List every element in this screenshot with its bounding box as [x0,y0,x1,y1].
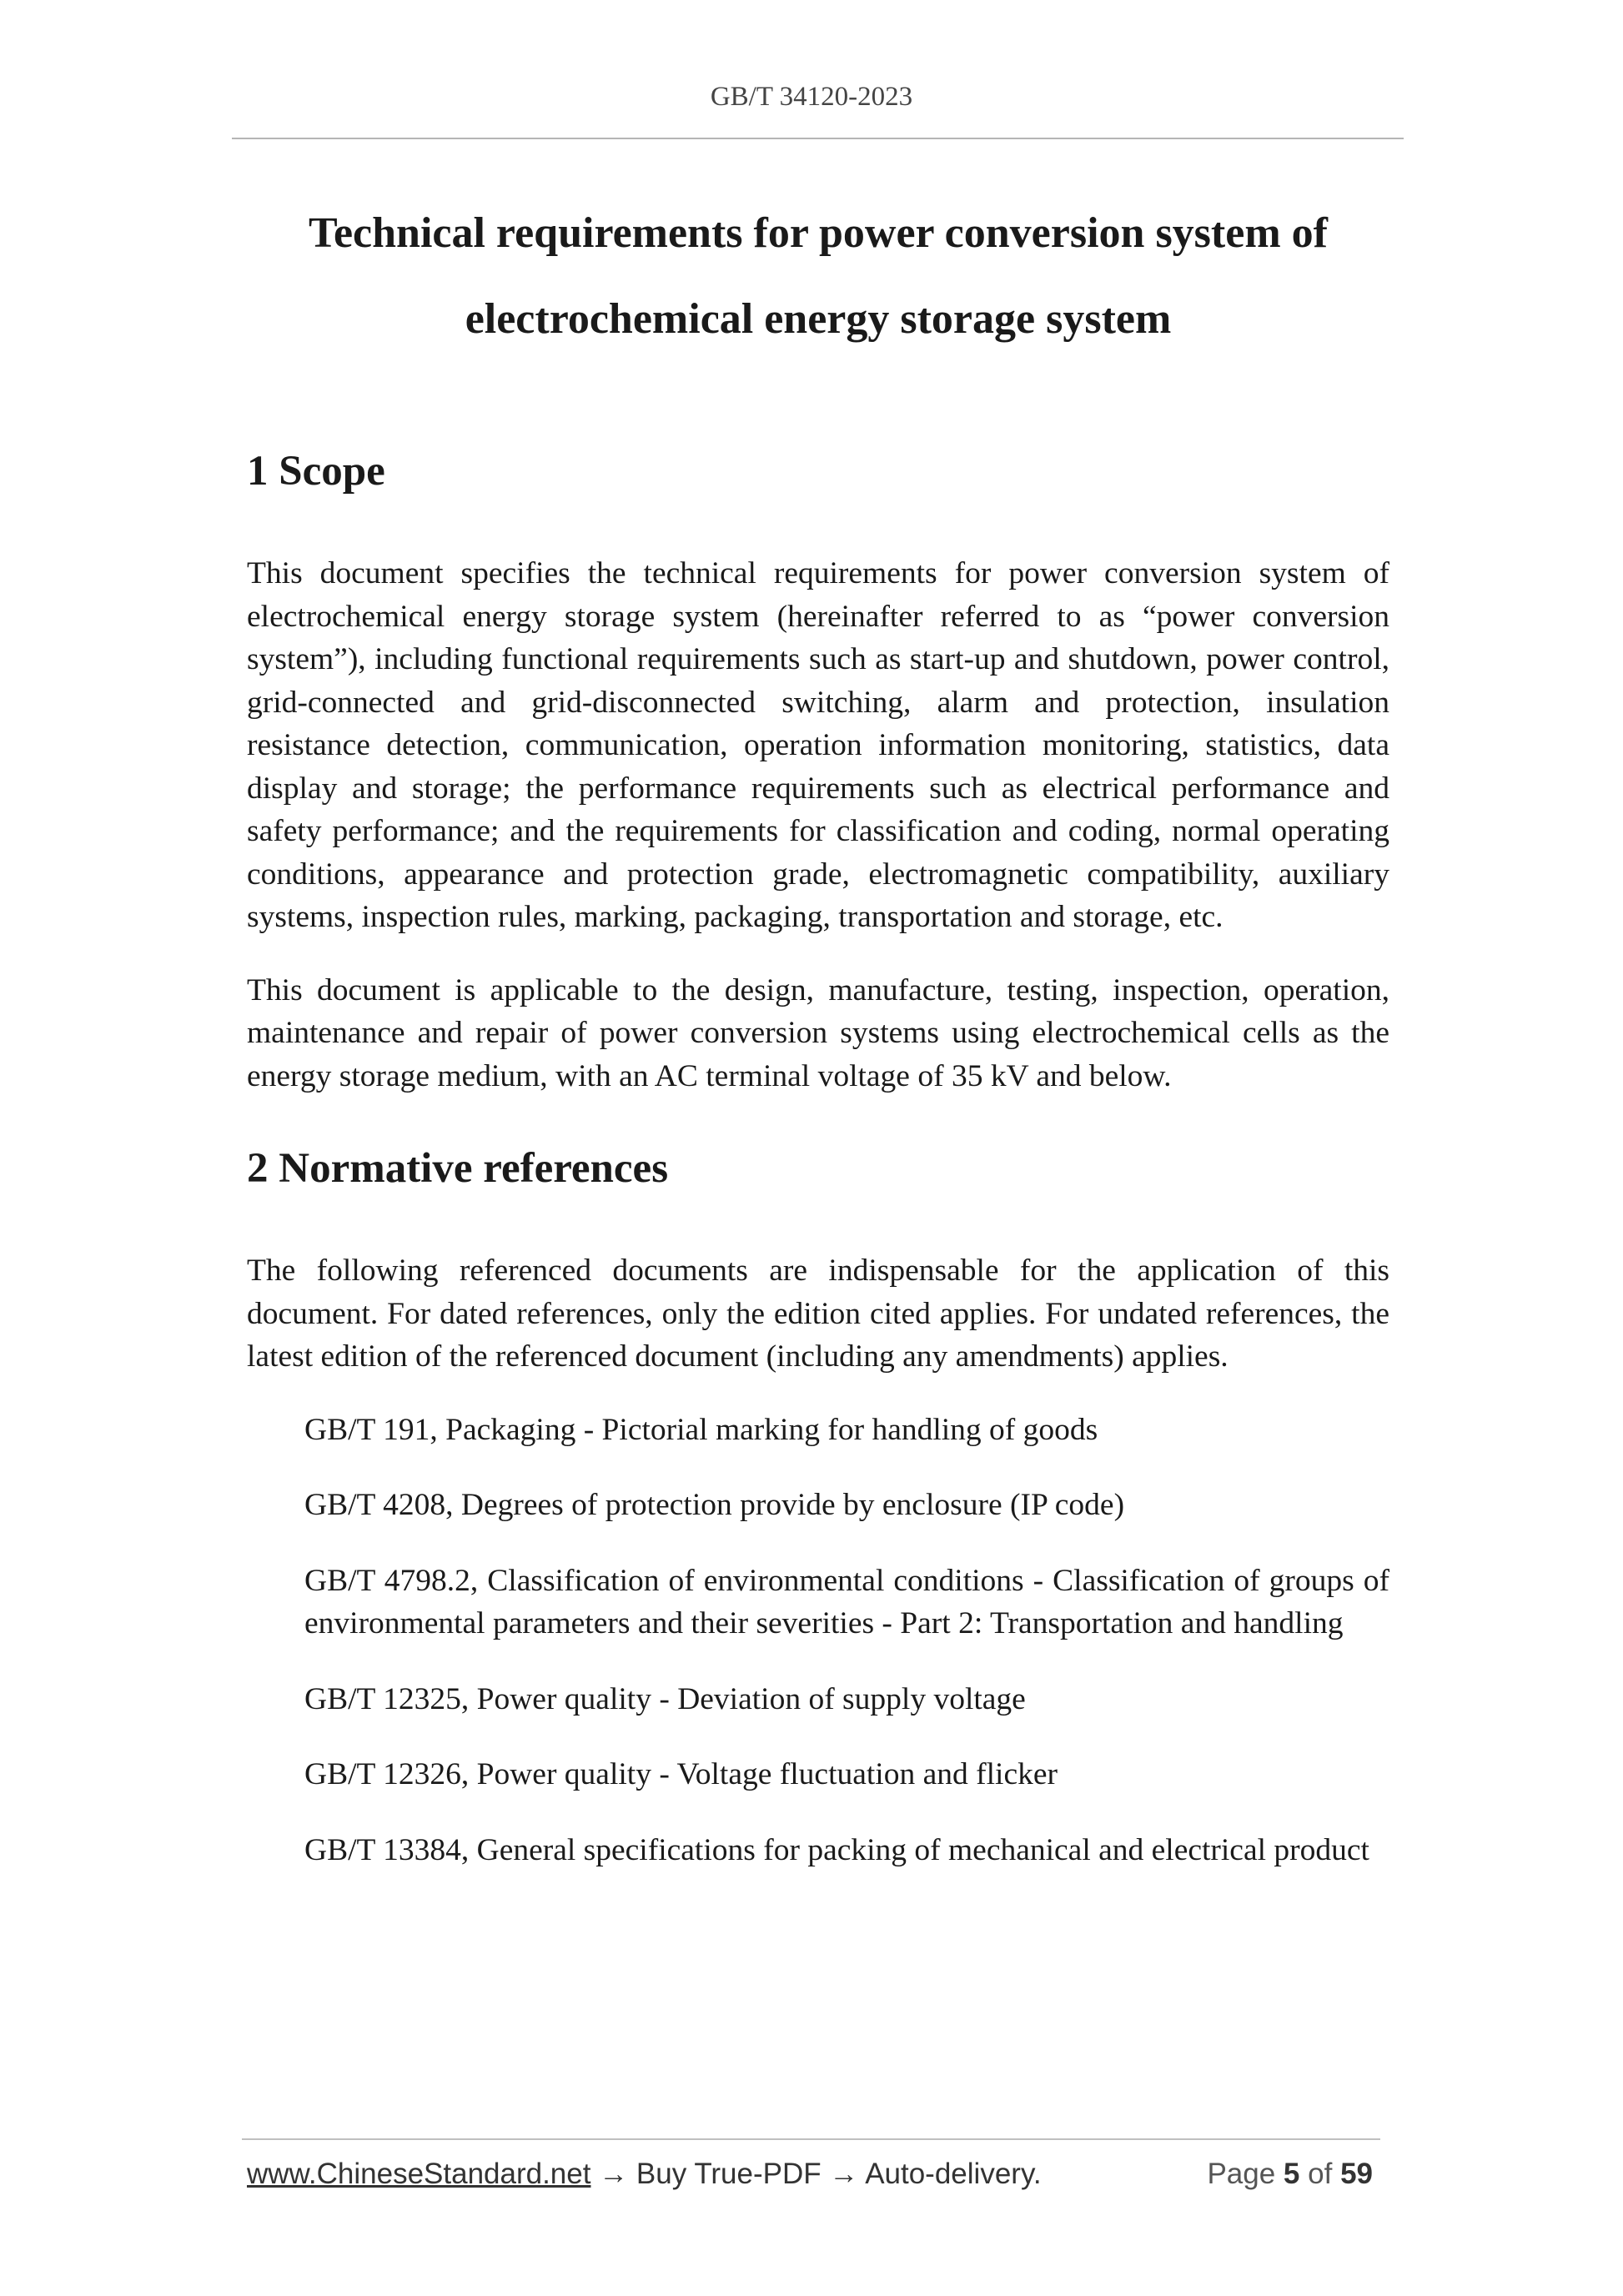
page-footer [247,2158,1381,2199]
title-line-1: Technical requirements for power conversion system of [309,209,1328,257]
footer-divider [242,2138,1380,2140]
auto-delivery-text: Auto-delivery. [865,2158,1042,2190]
of-label: of [1308,2158,1333,2190]
reference-item: GB/T 4208, Degrees of protection provide by enclosure (IP code) [304,1488,1125,1522]
section-heading-normative-references: 2 Normative references [247,1145,669,1192]
current-page-number: 5 [1283,2158,1300,2190]
section-heading-scope: 1 Scope [247,448,385,495]
document-title [250,190,1386,362]
document-body [247,442,1389,1904]
arrow-right-icon: → [590,2158,636,2190]
scope-paragraph-1: This document specifies the technical requirements for power conversion system of electrochemical energy storage system (hereinafter referred to as “power conversion system”), including functional requirements such as start-up and shutdown, power control, grid-connected and grid-disconnected switching, alarm and protection, insulation resistance detection, communication, operation information monitoring, statistics, data display and storage; the performance requirements such as electrical performance and safety performance; and the requirements for classification and coding, normal operating conditions, appearance and protection grade, electromagnetic compatibility, auxiliary systems, inspection rules, marking, packaging, transportation and storage, etc. [247,556,1389,934]
header-divider [232,138,1404,139]
page-label: Page [1207,2158,1276,2190]
reference-item: GB/T 12326, Power quality - Voltage fluctuation and flicker [304,1757,1058,1791]
reference-item: GB/T 191, Packaging - Pictorial marking for handling of goods [304,1412,1098,1447]
reference-list [247,1409,1389,1872]
footer-promo [247,2158,1042,2191]
normative-intro-paragraph: The following referenced documents are indispensable for the application of this document. For dated references, only the edition cited applies. For undated references, the latest edition of the referenced document (including any amendments) applies. [247,1254,1389,1374]
scope-paragraph-2: This document is applicable to the design, manufacture, testing, inspection, operation, maintenance and repair of power conversion systems using electrochemical cells as the energy storage medium, with an AC terminal voltage of 35 kV and below. [247,972,1389,1093]
arrow-right-icon: → [821,2158,866,2190]
reference-item: GB/T 4798.2, Classification of environmental conditions - Classification of groups of environmental parameters and their severities - Part 2: Transportation and handling [304,1563,1389,1640]
reference-item: GB/T 13384, General specifications for packing of mechanical and electrical product [304,1832,1369,1867]
website-link[interactable]: www.ChineseStandard.net [247,2158,591,2190]
buy-pdf-text: Buy True-PDF [636,2158,822,2190]
reference-item: GB/T 12325, Power quality - Deviation of supply voltage [304,1681,1026,1716]
document-code: GB/T 34120-2023 [710,82,913,112]
total-page-count: 59 [1340,2158,1373,2190]
title-line-2: electrochemical energy storage system [465,295,1172,343]
page-indicator [1207,2158,1373,2191]
